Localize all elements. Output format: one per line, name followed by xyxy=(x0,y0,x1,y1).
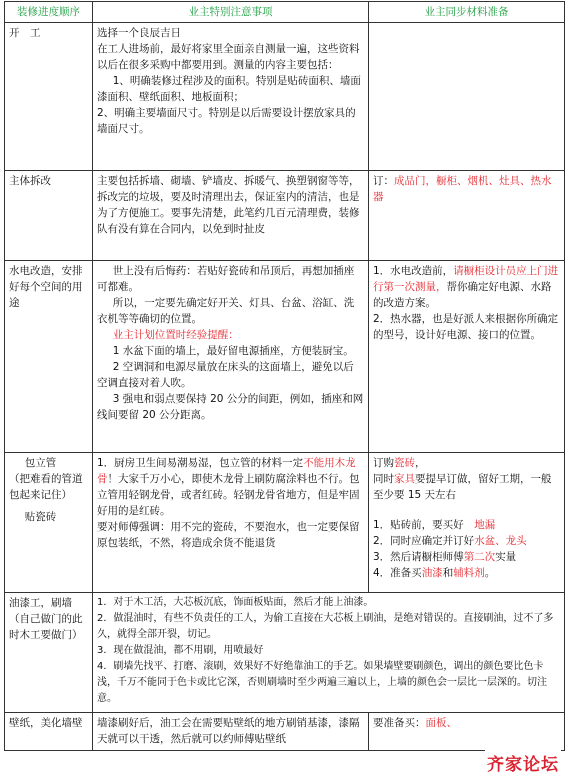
material-text xyxy=(373,173,560,205)
note-text: 要对师傅强调：用不完的瓷砖，不要泡水，也一定要保留原包装纸，不然，将造成余货不能退货 xyxy=(97,521,360,549)
stage-label: 壁纸，美化墙壁 xyxy=(9,717,83,729)
material-part: 帮你确定好电源、水路的改造方案。 xyxy=(373,281,552,309)
material-text xyxy=(373,565,560,581)
note-text: 3 强电和弱点要保持 20 公分的间距，例如，插座和网线间要留 20 公分距离。 xyxy=(97,393,364,421)
table-row xyxy=(5,171,565,261)
material-part: 同时 xyxy=(373,473,394,485)
material-part: 1．水电改造前， xyxy=(373,265,454,277)
material-text: 2．热水器，也是好派人来根据你所确定的型号，设计好电源、接口的位置。 xyxy=(373,313,559,341)
note-text: 2 空调洞和电源尽量放在床头的这面墙上，避免以后空调直接对着人吹。 xyxy=(97,361,354,389)
table-row xyxy=(5,713,565,751)
material-highlight: 瓷砖 xyxy=(394,457,415,469)
header-materials: 业主同步材料准备 xyxy=(369,2,565,23)
notes-cell xyxy=(93,453,369,593)
material-part: 实量 xyxy=(495,551,517,563)
table-row xyxy=(5,593,565,713)
materials-cell xyxy=(369,23,565,171)
material-text xyxy=(373,533,560,549)
material-text xyxy=(373,715,560,731)
material-highlight: 辅料剂 xyxy=(453,567,485,579)
stage-label: 包立管 xyxy=(24,457,57,469)
note-text: 在工人进场前，最好将家里全面亲自测量一遍，这些资料以后在很多采购中都要用到。测量的内容主要包括： xyxy=(97,43,360,71)
material-part: 和 xyxy=(442,567,454,579)
material-highlight: 成品门，橱柜、烟机、灶具、热水器 xyxy=(373,175,552,203)
note-text: 1．对于木工活，大芯板沉底，饰面板贴面，然后才能上油漆。 xyxy=(97,597,374,608)
notes-cell xyxy=(93,713,369,751)
table-row xyxy=(5,23,565,171)
renovation-schedule-table xyxy=(4,1,565,751)
notes-cell xyxy=(93,171,369,261)
note-text: 1、明确装修过程涉及的面积。特别是贴砖面积、墙面漆面积、壁纸面积、地板面积； xyxy=(97,75,361,103)
stage-cell xyxy=(5,713,93,751)
stage-label: 贴瓷砖 xyxy=(24,511,57,523)
stage-cell xyxy=(5,261,93,453)
stage-cell xyxy=(5,453,93,593)
forum-watermark xyxy=(485,750,561,775)
material-highlight: 家具 xyxy=(394,473,415,485)
material-prefix: 订： xyxy=(373,175,394,187)
notes-cell xyxy=(93,593,565,713)
materials-cell xyxy=(369,713,565,751)
material-text xyxy=(373,517,560,533)
material-highlight: 地漏 xyxy=(474,519,496,531)
note-text: 墙漆刷好后，油工会在需要贴壁纸的地方刷销基漆，漆隔天就可以干透，然后就可以约师傅贴壁纸 xyxy=(97,717,360,745)
material-part: 。 xyxy=(484,567,496,579)
material-highlight: 油漆 xyxy=(421,567,443,579)
stage-cell xyxy=(5,593,93,713)
material-text xyxy=(373,455,560,503)
stage-label: （把难看的管道包起来记住） xyxy=(9,473,83,501)
material-text xyxy=(373,549,560,565)
stage-label: 主体拆改 xyxy=(9,175,51,187)
note-part: 1．厨房卫生间易潮易湿，包立管的材料一定 xyxy=(97,457,304,469)
material-prefix: 要准备买： xyxy=(373,717,426,729)
material-part: 要提早订做，留好工期，一般至少要 15 天左右 xyxy=(373,473,552,501)
material-highlight: 请橱柜设计员应上门进行第一次测量， xyxy=(373,265,559,293)
material-part: ， xyxy=(415,457,426,469)
material-highlight: 面板、 xyxy=(425,717,457,729)
header-row xyxy=(5,2,565,23)
watermark-part: 齐家 xyxy=(487,755,523,775)
note-text: 世上没有后悔药：若贴好瓷砖和吊顶后，再想加插座可都难。 xyxy=(97,265,355,293)
note-text: 主要包括拆墙、砌墙、铲墙皮、拆暖气、换塑钢窗等等，拆改完的垃圾，要及时清理出去，保证室内的清洁，也是为了方便施工。要事先清楚，此笔约几百元清理费，装修队有没有算在合同内，以免到时扯皮 xyxy=(97,175,360,235)
material-part: 4．准备买 xyxy=(373,567,422,579)
notes-cell xyxy=(93,23,369,171)
material-text xyxy=(373,263,560,311)
note-part: ！大家千万小心，即使木龙骨上刷防腐涂料也不行。包立管用轻钢龙骨，或者红砖。轻钢龙骨省地方，但是牢固好用的是红砖。 xyxy=(97,473,360,517)
materials-cell xyxy=(369,453,565,593)
notes-cell xyxy=(93,261,369,453)
table-row xyxy=(5,261,565,453)
note-text: 2．做混油时，有些不负责任的工人，为偷工直接在大芯板上刷油，是绝对错误的。直接刷油，过不了多久，就得全部开裂，切记。 xyxy=(97,613,554,640)
stage-label: 水电改造，安排好每个空间的用途 xyxy=(9,265,83,309)
table-row xyxy=(5,453,565,593)
materials-cell xyxy=(369,171,565,261)
note-tip-heading: 业主计划位置时经验提醒： xyxy=(112,329,239,341)
material-part: 2．同时应确定并订好 xyxy=(373,535,475,547)
watermark-part: 论坛 xyxy=(523,755,559,775)
material-highlight: 第二次 xyxy=(463,551,496,563)
material-highlight: 水盆、龙头 xyxy=(474,535,527,547)
note-highlight: 不能用木龙骨 xyxy=(97,457,356,485)
note-text: 4．刷墙先找平、打磨、滚刷，效果好不好绝靠油工的手艺。如果墙壁要刷颜色，调出的颜色要比色卡浅，千万不能同于色卡或比它深，否则刷墙时至少两遍三遍以上，上墙的颜色会一层比一层深的。切注意。 xyxy=(97,661,547,704)
material-part: 3．然后请橱柜师傅 xyxy=(373,551,464,563)
stage-cell xyxy=(5,23,93,171)
stage-cell xyxy=(5,171,93,261)
note-text xyxy=(97,455,364,519)
stage-label: 油漆工，刷墙（自己做门的此时木工要做门） xyxy=(9,597,83,641)
stage-label: 开 工 xyxy=(9,27,41,39)
note-text: 所以，一定要先确定好开关、灯具、台盆、浴缸、洗衣机等等确切的位置。 xyxy=(97,297,355,325)
note-text: 选择一个良辰吉日 xyxy=(97,27,181,39)
header-stage: 装修进度顺序 xyxy=(5,2,93,23)
material-part: 订购 xyxy=(373,457,394,469)
note-text: 1 水盆下面的墙上，最好留电源插座，方便装厨宝。 xyxy=(112,345,354,357)
header-notes: 业主特别注意事项 xyxy=(93,2,369,23)
materials-cell xyxy=(369,261,565,453)
note-text: 2、明确主要墙面尺寸。特别是以后需要设计摆放家具的墙面尺寸。 xyxy=(97,107,356,135)
material-part: 1．贴砖前，要买好 xyxy=(373,519,475,531)
note-text: 3．现在做混油，都不用刷，用喷最好 xyxy=(97,645,264,656)
